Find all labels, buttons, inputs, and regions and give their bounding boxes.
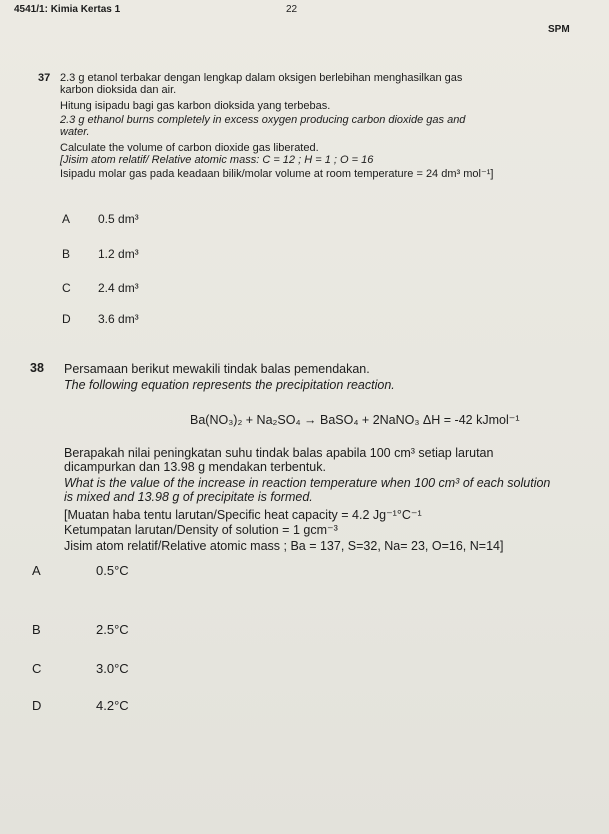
question-text-english: is mixed and 13.98 g of precipitate is formed. [64,490,313,504]
question-text-english: The following equation represents the precipitation reaction. [64,378,395,392]
constants-line: [Muatan haba tentu larutan/Specific heat capacity = 4.2 Jg⁻¹°C⁻¹ [64,508,422,522]
question-text-malay: dicampurkan dan 13.98 g mendakan terbentuk. [64,460,326,474]
option-b-text[interactable]: 1.2 dm³ [98,247,139,261]
option-a-letter[interactable]: A [32,563,41,578]
option-c-letter[interactable]: C [32,661,42,676]
question-text-malay: Berapakah nilai peningkatan suhu tindak balas apabila 100 cm³ setiap larutan [64,446,494,460]
option-a-letter[interactable]: A [62,212,71,226]
option-d-letter[interactable]: D [62,312,71,326]
option-c-text[interactable]: 3.0°C [96,661,129,676]
question-text-malay: Calculate the volume of carbon dioxide gas liberated. [60,142,319,154]
question-text-malay: 2.3 g etanol terbakar dengan lengkap dalam oksigen berlebihan menghasilkan gas [60,72,463,84]
question-text-english: water. [60,126,90,138]
option-d-letter[interactable]: D [32,698,42,713]
question-text-malay: karbon dioksida dan air. [60,84,177,96]
option-c-letter[interactable]: C [62,281,71,295]
question-text-malay: Hitung isipadu bagi gas karbon dioksida yang terbebas. [60,100,331,112]
option-d-text[interactable]: 3.6 dm³ [98,312,139,326]
constants-line: Isipadu molar gas pada keadaan bilik/molar volume at room temperature = 24 dm³ mol⁻¹] [60,168,494,180]
question-text-malay: Persamaan berikut mewakili tindak balas pemendakan. [64,362,370,376]
option-a-text[interactable]: 0.5°C [96,563,129,578]
option-b-letter[interactable]: B [32,622,41,637]
page-number: 22 [286,4,298,15]
exam-label: SPM [548,24,570,35]
option-d-text[interactable]: 4.2°C [96,698,129,713]
question-text-english: 2.3 g ethanol burns completely in excess oxygen producing carbon dioxide gas and [60,114,466,126]
option-b-text[interactable]: 2.5°C [96,622,129,637]
paper-code: 4541/1: Kimia Kertas 1 [14,4,121,15]
option-b-letter[interactable]: B [62,247,71,261]
question-text-english: What is the value of the increase in reaction temperature when 100 cm³ of each solution [64,476,551,490]
chemical-equation: Ba(NO₃)₂ + Na₂SO₄ → BaSO₄ + 2NaNO₃ ΔH = -42 kJmol⁻¹ [190,413,520,427]
constants-line: Jisim atom relatif/Relative atomic mass ; Ba = 137, S=32, Na= 23, O=16, N=14] [64,539,504,553]
question-number: 37 [38,72,51,84]
question-number: 38 [30,361,44,375]
option-c-text[interactable]: 2.4 dm³ [98,281,139,295]
option-a-text[interactable]: 0.5 dm³ [98,212,139,226]
question-text-english: [Jisim atom relatif/ Relative atomic mass: C = 12 ; H = 1 ; O = 16 [60,154,374,166]
constants-line: Ketumpatan larutan/Density of solution = 1 gcm⁻³ [64,523,338,537]
